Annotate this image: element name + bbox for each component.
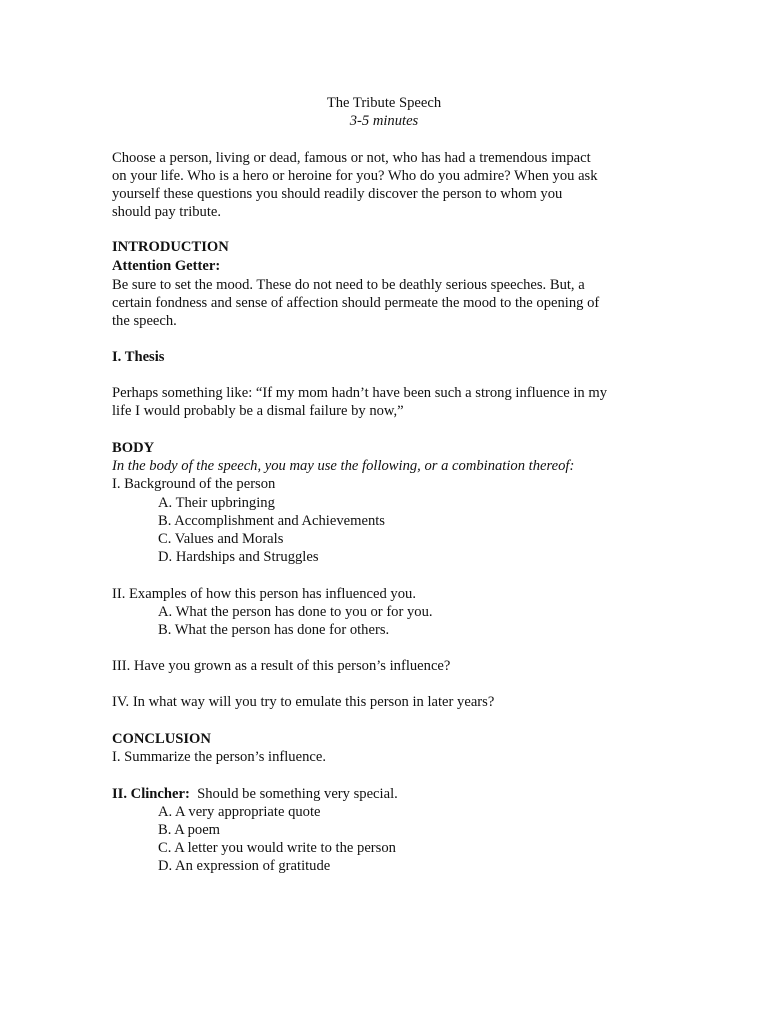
conclusion-heading: CONCLUSION <box>112 731 211 747</box>
body-heading: BODY <box>112 440 155 456</box>
thesis-line: Perhaps something like: “If my mom hadn’t have been such a strong influence in my <box>112 385 607 401</box>
clincher-text: Should be something very special. <box>189 786 398 802</box>
body-point-1-item: D. Hardships and Struggles <box>158 549 319 565</box>
clincher-item: B. A poem <box>158 822 221 838</box>
document-title: The Tribute Speech <box>326 95 442 111</box>
body-point-1-item: A. Their upbringing <box>158 495 275 511</box>
intro-paragraph-line: yourself these questions you should readily discover the person to whom you <box>112 186 563 202</box>
body-point-4: IV. In what way will you try to emulate this person in later years? <box>112 694 495 710</box>
thesis-line: life I would probably be a dismal failure by now,” <box>112 403 404 419</box>
body-point-1-item: C. Values and Morals <box>158 531 284 547</box>
introduction-heading: INTRODUCTION <box>112 239 229 255</box>
document-subtitle-duration: 3-5 minutes <box>349 113 419 129</box>
conclusion-point-1: I. Summarize the person’s influence. <box>112 749 326 765</box>
attention-getter-line: the speech. <box>112 313 177 329</box>
clincher-item: D. An expression of gratitude <box>158 858 331 874</box>
body-point-3: III. Have you grown as a result of this person’s influence? <box>112 658 451 674</box>
body-point-1: I. Background of the person <box>112 476 276 492</box>
clincher-label: II. Clincher: <box>112 786 190 802</box>
attention-getter-heading: Attention Getter: <box>112 258 221 274</box>
body-point-2-item: A. What the person has done to you or for you. <box>158 604 433 620</box>
clincher-item: C. A letter you would write to the person <box>158 840 396 856</box>
intro-paragraph-line: Choose a person, living or dead, famous or not, who has had a tremendous impact <box>112 150 591 166</box>
body-note: In the body of the speech, you may use the following, or a combination thereof: <box>112 458 575 474</box>
body-point-2-item: B. What the person has done for others. <box>158 622 390 638</box>
clincher-item: A. A very appropriate quote <box>158 804 321 820</box>
attention-getter-line: Be sure to set the mood. These do not need to be deathly serious speeches. But, a <box>112 277 585 293</box>
body-point-2: II. Examples of how this person has influenced you. <box>112 586 416 602</box>
body-point-1-item: B. Accomplishment and Achievements <box>158 513 385 529</box>
attention-getter-line: certain fondness and sense of affection should permeate the mood to the opening of <box>112 295 600 311</box>
intro-paragraph-line: should pay tribute. <box>112 204 222 220</box>
thesis-heading: I. Thesis <box>112 349 165 365</box>
clincher-line <box>112 785 398 803</box>
intro-paragraph-line: on your life. Who is a hero or heroine for you? Who do you admire? When you ask <box>112 168 598 184</box>
